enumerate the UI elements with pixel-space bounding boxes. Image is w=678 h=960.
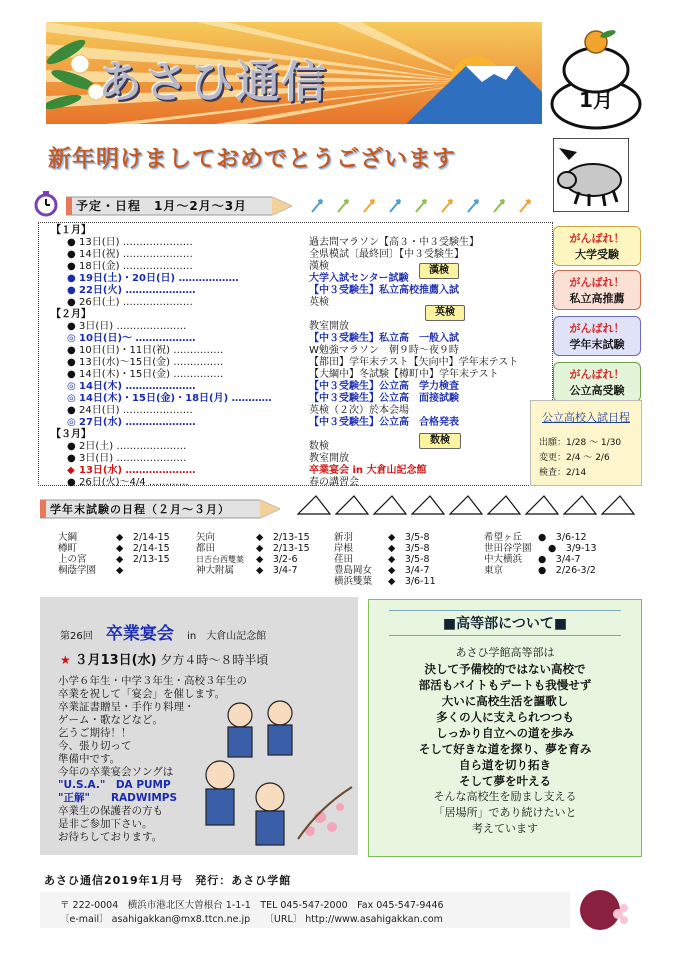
hs-line: しっかり自立への道を歩み [436,726,574,740]
exam-date: ◆ 3/5-8 [388,554,430,565]
exam-date: ◆ 2/14-15 [116,543,170,554]
suken-tag: 数検 [419,433,461,449]
plum-blossom-logo-icon [578,884,632,938]
schedule-event: 【都田】学年末テスト【矢向中】学年末テスト [309,357,519,368]
high-school-title: ■高等部について■ [389,610,621,636]
boar-illustration [553,138,629,212]
kagami-mochi-icon [548,26,644,130]
schedule-row: ● 18日(金) ………………… [67,261,193,272]
exam-date: ◆ 3/4-7 [388,565,430,576]
schedule-event: 卒業宴会 in 大倉山記念館 [309,465,427,476]
month-label-feb: 【２月】 [51,309,91,320]
exam-school: 桐蔭学園 [58,565,97,576]
schedule-row: ● 2日(土) ………………… [67,441,187,452]
hs-line: 部活もバイトもデートも我慢せず [418,678,592,692]
issue-info: あさひ通信2019年1月号 発行：あさひ学館 [44,874,292,887]
hs-line: あさひ学館高等部は [455,646,555,659]
party-text: 卒業生の保護者の方も [58,805,163,817]
koko-title: 公立高校入試日程 [542,411,630,424]
exam-date: ◆ 3/6-11 [388,576,436,587]
party-title-line: 第26回 卒業宴会 in 大倉山記念館 [60,624,267,644]
schedule-row: ◆ 13日(水) ………………… [67,465,196,476]
hs-line: 決して予備校的ではない高校で [424,662,586,676]
exam-date: ● 2/26-3/2 [538,565,596,576]
arrow-decoration [308,194,536,216]
exam-school: 希望ヶ丘 [484,532,523,543]
flag-decoration-icon [296,494,642,516]
title-banner [46,22,542,124]
schedule-row: ◎ 14日(木)・15日(金)・18日(月) ………… [67,393,272,404]
schedule-event: 春の講習会 [309,477,359,488]
contact-line: 〔e-mail〕 asahigakkan@mx8.ttcn.ne.jp 〔URL〕 http://www.asahigakkan.com [60,914,443,925]
exam-school: 中大横浜 [484,554,523,565]
cheer-university: がんばれ！ 大学受験 [553,226,641,266]
hs-line: そして好きな道を探り、夢を育み [418,742,592,756]
party-text: 今、張り切って [58,740,132,752]
eiken-tag: 英検 [425,305,465,321]
schedule-row: ● 13日(水)～15日(金) …………… [67,357,224,368]
exam-date: ● 3/9-13 [548,543,597,554]
schedule-row: ● 22日(火) ………………… [67,285,196,296]
party-text: 卒業証書贈呈・手作り料理・ [58,701,195,713]
schedule-event: 英検（２次）於本会場 [309,405,409,416]
schedule-event: 【中３受験生】公立高 面接試験 [309,393,459,404]
graduation-party-box [40,597,358,855]
month-label-jan: 【１月】 [51,225,91,236]
schedule-row: ● 14日(木)・15日(金) …………… [67,369,224,380]
exam-school: 岸根 [334,543,354,554]
graduates-illustration-icon [180,687,354,847]
exam-school: 樽町 [58,543,78,554]
schedule-list [38,222,553,486]
schedule-row: ● 24日(日) ………………… [67,405,193,416]
exam-date: ◆ 3/4-7 [256,565,298,576]
hs-line: 自ら道を切り拓き [459,758,551,772]
party-song: "U.S.A." DA PUMP [58,779,171,791]
schedule-event: 数検 [309,441,329,452]
schedule-event: 【中３受験生】私立高 一般入試 [309,333,459,344]
party-text: 準備中です。 [58,753,121,765]
exam-date: ◆ 3/5-8 [388,543,430,554]
party-date-line: ★ ３月13日(水) 夕方４時～８時半頃 [60,653,269,668]
koko-line: 出願：1/28 ～ 1/30 [539,438,622,448]
boar-icon [553,138,629,212]
arrow-decoration-icon [308,194,536,216]
cheer-final-exam: がんばれ！ 学年末試験 [553,316,641,356]
exam-school: 新羽 [334,532,354,543]
hs-line: 「居場所」であり続けたいと [433,806,577,819]
schedule-row: ● 26日(火)～4/4 ………… [67,477,189,488]
party-text: ゲーム・歌などなど。 [58,714,163,726]
schedule-row: ● 26日(土) ………………… [67,297,193,308]
schedule-event: 過去問マラソン【高３・中３受験生】 [309,237,479,248]
party-name: 卒業宴会 [105,624,174,644]
exam-school: 日吉台西雙葉 [196,555,244,564]
kanken-tag: 漢検 [419,263,459,279]
schedule-event: 漢検 [309,261,329,272]
address-line: 〒 222-0004 横浜市港北区大曽根台 1-1-1 TEL 045-547-2000 Fax 045-547-9446 [60,900,444,911]
schedule-event: 【中３受験生】私立高校推薦入試 [309,285,459,296]
month-label-mar: 【３月】 [51,429,91,440]
hs-line: 多くの人に支えられつつも [436,710,574,724]
exam-date: ◆ 3/5-8 [388,532,430,543]
schedule-event: 教室開放 [309,321,349,332]
exam-date: ◆ [116,565,124,576]
exam-school: 世田谷学園 [484,543,532,554]
school-logo [578,884,632,938]
new-year-greeting: 新年明けましておめでとうございます [48,146,456,172]
month-badge [548,26,644,130]
schedule-event: 大学入試センター試験 [309,273,409,284]
schedule-row: ● 19日(土)・20日(日) ……………… [67,273,239,284]
koko-line: 変更：2/4 ～ 2/6 [539,453,610,463]
exam-school: 豊島岡女 [334,565,373,576]
exam-school: 上の宮 [58,554,87,565]
schedule-event: 【中３受験生】公立高 学力検査 [309,381,459,392]
exam-school: 神大附属 [196,565,235,576]
schedule-event: 全県模試〔最終回〕【中３受験生】 [309,249,464,260]
exam-date: ● 3/4-7 [538,554,581,565]
schedule-heading: 予定・日程 1月～2月～3月 [66,193,292,219]
exam-school: 大綱 [58,532,78,543]
schedule-row: ● 13日(日) ………………… [67,237,193,248]
schedule-row: ● 3日(日) ………………… [67,321,187,332]
schedule-row: ◎ 14日(木) ………………… [67,381,196,392]
exam-date: ◆ 2/13-15 [256,543,310,554]
party-text: 今年の卒業宴会ソングは [58,766,174,778]
cheer-public-entrance: がんばれ！ 公立高受験 [553,362,641,402]
party-text: 小学６年生・中学３年生・高校３年生の [58,675,247,687]
exam-date: ◆ 2/13-15 [116,554,170,565]
triangle-flag-decoration [296,494,642,516]
month-label: 1月 [579,88,613,112]
exam-date: ● 3/6-12 [538,532,587,543]
public-high-school-exam-dates [530,400,642,486]
exam-heading: 学年末試験の日程（２月～３月） [40,496,280,522]
exam-date: ◆ 3/2-6 [256,554,298,565]
alarm-clock-icon [33,191,59,221]
schedule-event: 教室開放 [309,453,349,464]
party-text: 乞うご期待！！ [58,727,132,739]
contact-box [40,892,570,928]
schedule-event: 英検 [309,297,329,308]
hs-line: 考えています [472,822,538,835]
newsletter-title: あさひ通信 [98,57,328,108]
party-text: 是非ご参加下さい。 [58,818,153,830]
exam-date: ◆ 2/14-15 [116,532,170,543]
schedule-row: ● 3日(日) ………………… [67,453,187,464]
high-school-info-box [368,599,642,857]
hs-line: 大いに高校生活を謳歌し [441,694,569,708]
exam-school: 都田 [196,543,216,554]
schedule-row: ◎ 10日(日)～ ……………… [67,333,196,344]
exam-school: 矢向 [196,532,216,543]
schedule-row: ◎ 27日(水) ………………… [67,417,196,428]
schedule-event: 【中３受験生】公立高 合格発表 [309,417,459,428]
party-song: "正解" RADWIMPS [58,792,178,804]
schedule-event: 【大綱中】冬試験【樽町中】学年末テスト [309,369,499,380]
schedule-event: W勉強マラソン 朝９時～夜９時 [309,345,459,356]
exam-school: 横浜雙葉 [334,576,373,587]
cheer-private-recommendation: がんばれ！ 私立高推薦 [553,270,641,310]
party-text: 卒業を祝して「宴会」を催します。 [58,688,226,700]
exam-school: 荏田 [334,554,354,565]
party-text: お待ちしております。 [58,831,163,843]
hs-line: そんな高校生を励まし支える [433,790,577,803]
schedule-row: ● 10日(日)・11日(祝) …………… [67,345,224,356]
star-icon: ★ [60,653,71,667]
schedule-row: ● 14日(祝) ………………… [67,249,193,260]
hs-line: そして夢を叶える [459,774,551,788]
exam-school: 東京 [484,565,504,576]
koko-line: 検査：2/14 [539,468,587,478]
exam-date: ◆ 2/13-15 [256,532,310,543]
